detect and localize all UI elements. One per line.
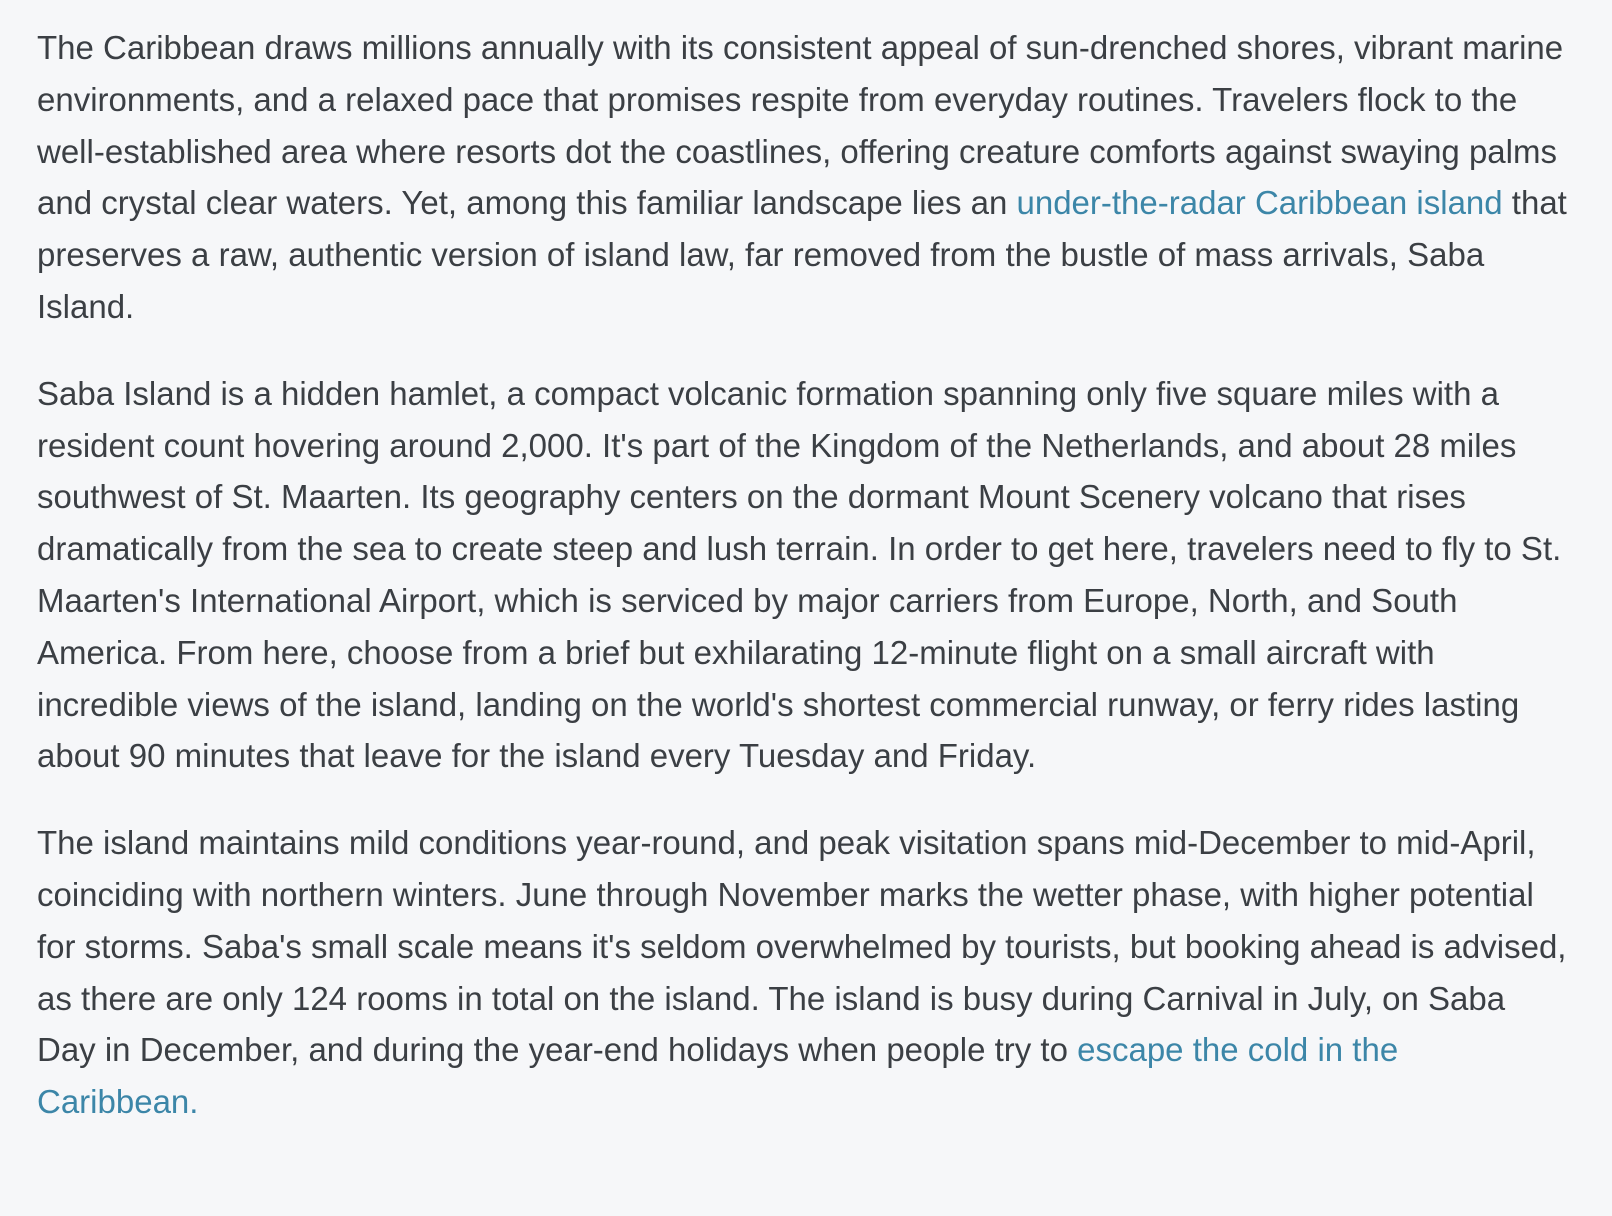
- paragraph-text: The Caribbean draws millions annually with its consistent appeal of sun-drenched shores, vibrant marine environments, and a relaxed pace that promises respite from everyday routines. Travelers flock to the well-established area where resorts dot the coastlines, offering creature comforts against swaying palms and crystal clear waters. Yet, among this familiar landscape lies an: [37, 29, 1564, 222]
- paragraph-intro: [37, 22, 1567, 333]
- link-escape-the-cold[interactable]: escape the cold in the Caribbean.: [37, 1031, 1399, 1121]
- link-under-the-radar-caribbean-island[interactable]: under-the-radar Caribbean island: [1016, 184, 1503, 222]
- paragraph-weather-and-visits: [37, 817, 1567, 1128]
- paragraph-text: The island maintains mild conditions year-round, and peak visitation spans mid-December to mid-April, coinciding with northern winters. June through November marks the wetter phase, with higher potential for storms. Saba's small scale means it's seldom overwhelmed by tourists, but booking ahead is advised, as there are only 124 rooms in total on the island. The island is busy during Carnival in July, on Saba Day in December, and during the year-end holidays when people try to: [37, 824, 1567, 1069]
- paragraph-saba-overview: [37, 368, 1567, 782]
- paragraph-text: Saba Island is a hidden hamlet, a compact volcanic formation spanning only five square miles with a resident count hovering around 2,000. It's part of the Kingdom of the Netherlands, and about 28 miles southwest of St. Maarten. Its geography centers on the dormant Mount Scenery volcano that rises dramatically from the sea to create steep and lush terrain. In order to get here, travelers need to fly to St. Maarten's International Airport, which is serviced by major carriers from Europe, North, and South America. From here, choose from a brief but exhilarating 12-minute flight on a small aircraft with incredible views of the island, landing on the world's shortest commercial runway, or ferry rides lasting about 90 minutes that leave for the island every Tuesday and Friday.: [37, 374, 1562, 775]
- paragraph-text: that preserves a raw, authentic version of island law, far removed from the bustle of mass arrivals, Saba Island.: [37, 184, 1567, 325]
